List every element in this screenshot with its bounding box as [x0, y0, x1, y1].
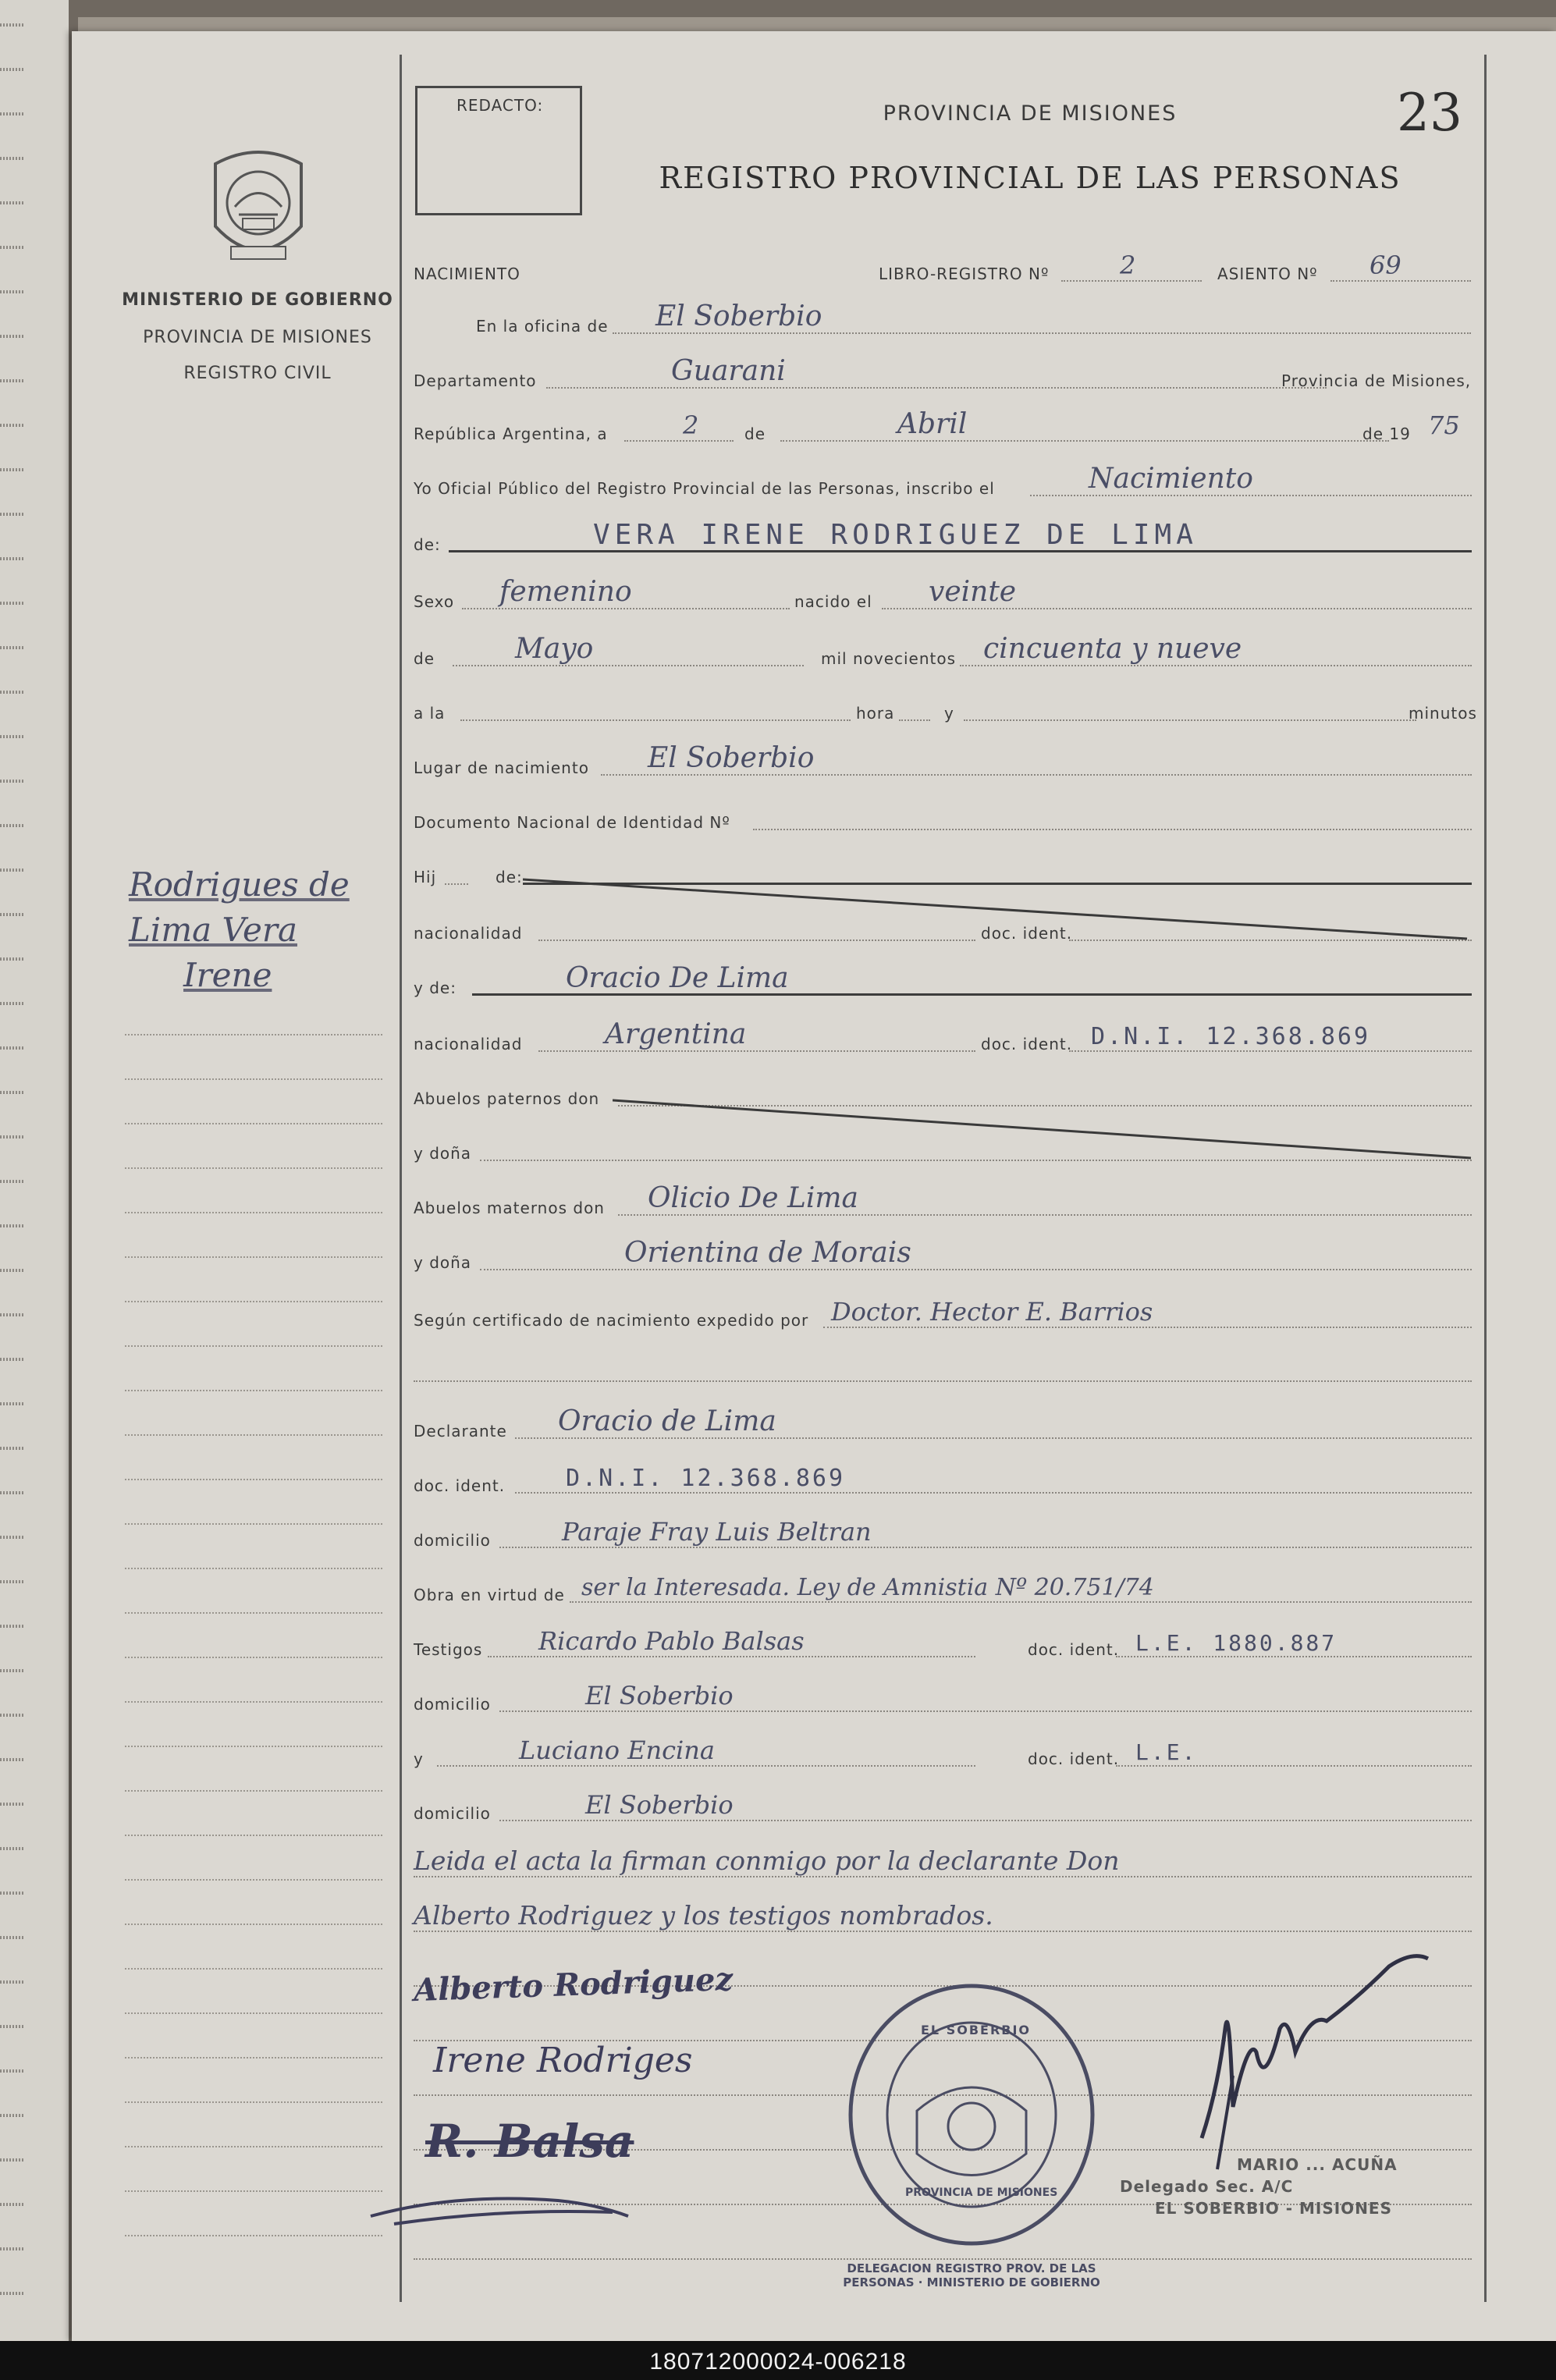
asiento-label: ASIENTO Nº — [1217, 265, 1318, 283]
hij-de-label: de: — [496, 868, 523, 886]
doc-madre-value: D.N.I. 12.368.869 — [1091, 1023, 1371, 1050]
row-domicilio-t1 — [414, 1681, 1472, 1715]
previous-page-rule — [0, 2158, 23, 2162]
minutos-label: minutos — [1409, 704, 1477, 723]
row-lugar — [414, 742, 1472, 779]
row-testigo-2 — [414, 1735, 1472, 1770]
asiento-value: 69 — [1369, 250, 1401, 280]
declarante-label: Declarante — [414, 1422, 507, 1440]
previous-page-rule — [0, 1046, 23, 1050]
nacionalidad-label: nacionalidad — [414, 924, 523, 943]
nota-line-1: Leida el acta la firman conmigo por la declarante Don — [414, 1845, 1120, 1876]
row-abuela-materna — [414, 1237, 1472, 1273]
departamento-label: Departamento — [414, 371, 537, 390]
row-nacionalidad-madre — [414, 1018, 1472, 1055]
previous-page-rule — [0, 335, 23, 338]
testigos-label: Testigos — [414, 1640, 483, 1659]
previous-page-rule — [0, 646, 23, 649]
oficina-value: El Soberbio — [655, 300, 822, 332]
previous-page-rule — [0, 68, 23, 71]
doc-t2-value: L.E. — [1135, 1739, 1198, 1765]
previous-page-rule — [0, 557, 23, 560]
previous-page-rule — [0, 824, 23, 827]
year-value: 75 — [1428, 410, 1460, 440]
previous-page-rule — [0, 201, 23, 204]
person-name-value: VERA IRENE RODRIGUEZ DE LIMA — [593, 519, 1198, 551]
previous-page-rule — [0, 735, 23, 738]
nacionalidad2-label: nacionalidad — [414, 1035, 523, 1053]
registry-title: REGISTRO PROVINCIAL DE LAS PERSONAS — [659, 161, 1401, 195]
row-testigo-1 — [414, 1626, 1472, 1661]
previous-page-rule — [0, 1491, 23, 1494]
previous-page-rule — [0, 513, 23, 516]
official-stamp-icon — [843, 1978, 1100, 2251]
lugar-value: El Soberbio — [648, 742, 815, 774]
provincial-crest-icon — [208, 148, 309, 267]
lugar-label: Lugar de nacimiento — [414, 758, 589, 777]
official-title: Delegado Sec. A/C — [1120, 2177, 1294, 2196]
y-dona-label: y doña — [414, 1144, 472, 1163]
row-inscribo — [414, 463, 1472, 499]
nota-line-2: Alberto Rodriguez y los testigos nombrados. — [414, 1900, 993, 1931]
segun-label: Según certificado de nacimiento expedido por — [414, 1311, 809, 1330]
previous-page-rule — [0, 1091, 23, 1094]
medico-value: Doctor. Hector E. Barrios — [831, 1297, 1153, 1327]
nacionalidad-madre-value: Argentina — [605, 1018, 747, 1050]
doc-ident-t2-label: doc. ident. — [1028, 1749, 1120, 1768]
domicilio-value: Paraje Fray Luis Beltran — [562, 1517, 872, 1547]
testigo2-value: Luciano Encina — [519, 1735, 715, 1765]
row-abuelos-maternos — [414, 1182, 1472, 1219]
doc-ident-label: doc. ident. — [981, 924, 1073, 943]
previous-page-rule — [0, 1180, 23, 1183]
previous-page-rule — [0, 1402, 23, 1405]
previous-page-rule — [0, 1714, 23, 1717]
previous-page-rule — [0, 957, 23, 961]
previous-page-rule — [0, 424, 23, 427]
row-departamento — [414, 355, 1472, 392]
stamp-ring-text: DELEGACION REGISTRO PROV. DE LAS PERSONAS · MINISTERIO DE GOBIERNO — [843, 2261, 1100, 2289]
previous-page-rule — [0, 290, 23, 293]
oficina-label: En la oficina de — [476, 317, 609, 336]
y-label: y — [944, 704, 954, 723]
frame-line-right — [1484, 55, 1487, 2302]
row-certificado — [414, 1297, 1472, 1331]
previous-page-rule — [0, 1803, 23, 1806]
provincia-suffix: Provincia de Misiones, — [1281, 371, 1472, 390]
ala-label: a la — [414, 704, 446, 723]
signature-balsa: R. Balsa — [425, 2115, 634, 2168]
previous-page-rule — [0, 913, 23, 916]
month-value: Abril — [897, 408, 968, 440]
departamento-value: Guarani — [671, 355, 786, 387]
doc-ident-t1-label: doc. ident. — [1028, 1640, 1120, 1659]
previous-page-rule — [0, 1536, 23, 1539]
signature-alberto: Alberto Rodriguez — [413, 1960, 734, 2009]
republica-label: República Argentina, a — [414, 424, 608, 443]
declarante-value: Oracio de Lima — [558, 1405, 776, 1437]
previous-page-rule — [0, 1847, 23, 1850]
previous-page-rule — [0, 2069, 23, 2073]
madre-value: Oracio De Lima — [566, 962, 789, 994]
obra-label: Obra en virtud de — [414, 1586, 565, 1604]
province-heading: PROVINCIA DE MISIONES — [143, 328, 372, 347]
de-label: de — [744, 424, 766, 443]
row-libro-asiento — [414, 250, 1472, 285]
previous-page-rule — [0, 1936, 23, 1939]
previous-page-rule — [0, 379, 23, 382]
day-value: 2 — [683, 410, 699, 440]
margin-note-line: Rodrigues de — [129, 865, 350, 904]
row-domicilio — [414, 1517, 1472, 1551]
row-oficina — [414, 300, 1472, 337]
abuela-materna-value: Orientina de Morais — [624, 1237, 911, 1269]
previous-page-edge — [0, 0, 69, 2341]
year-prefix: de 19 — [1362, 424, 1411, 443]
official-name: MARIO ... ACUÑA — [1237, 2155, 1398, 2174]
row-nota-2 — [414, 1900, 1472, 1935]
stamp-inner-text: EL SOBERBIO — [921, 2023, 1032, 2037]
margin-note-line: Irene — [183, 956, 272, 994]
stamp-bottom-text: PROVINCIA DE MISIONES — [905, 2186, 1058, 2199]
row-nombre — [414, 519, 1472, 556]
redacto-box — [415, 86, 582, 215]
domicilio-t1-value: El Soberbio — [585, 1681, 734, 1710]
y-dona2-label: y doña — [414, 1253, 472, 1272]
previous-page-rule — [0, 1002, 23, 1005]
doc-ident3-label: doc. ident. — [414, 1476, 506, 1495]
footer-bar — [0, 2341, 1556, 2380]
previous-page-rule — [0, 691, 23, 694]
row-fecha-inscripcion — [414, 408, 1472, 445]
ministry-heading: MINISTERIO DE GOBIERNO — [122, 290, 393, 310]
nacido-value: veinte — [929, 576, 1017, 608]
registry-heading: REGISTRO CIVIL — [183, 364, 332, 383]
libro-label: LIBRO-REGISTRO Nº — [879, 265, 1050, 283]
previous-page-rule — [0, 1135, 23, 1138]
doc-t1-value: L.E. 1880.887 — [1135, 1630, 1338, 1656]
row-madre — [414, 962, 1472, 999]
dni-label: Documento Nacional de Identidad Nº — [414, 813, 730, 832]
doc-ident2-label: doc. ident. — [981, 1035, 1073, 1053]
previous-page-rule — [0, 1358, 23, 1361]
previous-page-rule — [0, 1669, 23, 1672]
redacto-label: REDACTO: — [456, 96, 544, 115]
margin-note — [129, 862, 402, 998]
obra-value: ser la Interesada. Ley de Amnistia Nº 20.751/74 — [581, 1574, 1154, 1601]
mil-label: mil novecientos — [821, 649, 957, 668]
row-obra — [414, 1575, 1472, 1606]
previous-page-rule — [0, 468, 23, 471]
domicilio-t2-label: domicilio — [414, 1804, 491, 1823]
oficial-label: Yo Oficial Público del Registro Provincial de las Personas, inscribo el — [414, 479, 995, 498]
previous-page-rule — [0, 1980, 23, 1984]
previous-page-rule — [0, 1580, 23, 1583]
strike-line-padre — [523, 878, 1475, 940]
domicilio-label: domicilio — [414, 1531, 491, 1550]
row-domicilio-t2 — [414, 1790, 1472, 1824]
previous-page-rule — [0, 602, 23, 605]
previous-page-rule — [0, 1269, 23, 1272]
previous-page-rule — [0, 2025, 23, 2028]
previous-page-rule — [0, 246, 23, 249]
nacido-label: nacido el — [794, 592, 872, 611]
frame-line-left — [400, 55, 402, 2302]
de2-label: de — [414, 649, 435, 668]
previous-page-rule — [0, 1447, 23, 1450]
signature-flourish — [363, 2169, 644, 2232]
row-declarante-doc — [414, 1465, 1472, 1497]
book-top-edge — [78, 17, 1556, 33]
row-nota-1 — [414, 1845, 1472, 1881]
sexo-label: Sexo — [414, 592, 455, 611]
row-hora — [414, 693, 1477, 724]
previous-page-rule — [0, 2203, 23, 2206]
testigo1-value: Ricardo Pablo Balsas — [538, 1626, 805, 1656]
act-type-label: NACIMIENTO — [414, 265, 520, 283]
document-id: 180712000024-006218 — [649, 2349, 907, 2375]
domicilio-t1-label: domicilio — [414, 1695, 491, 1714]
previous-page-rule — [0, 157, 23, 160]
strike-line-abuelos — [613, 1099, 1479, 1161]
previous-page-rule — [0, 2292, 23, 2295]
previous-page-rule — [0, 2114, 23, 2117]
abuelos-mat-label: Abuelos maternos don — [414, 1199, 605, 1217]
margin-note-line: Lima Vera — [129, 911, 297, 949]
y-t-label: y — [414, 1749, 424, 1768]
previous-page-rule — [0, 2247, 23, 2250]
previous-page-rule — [0, 1625, 23, 1628]
previous-page-rule — [0, 1224, 23, 1227]
y-de-label: y de: — [414, 979, 456, 997]
province-title: PROVINCIA DE MISIONES — [883, 101, 1178, 126]
row-fecha-nacimiento — [414, 633, 1472, 670]
folio-number: 23 — [1397, 83, 1462, 143]
row-certificado-cont — [414, 1354, 1472, 1385]
hij-label: Hij — [414, 868, 437, 886]
de-person-label: de: — [414, 535, 441, 554]
row-declarante — [414, 1405, 1472, 1442]
official-place: EL SOBERBIO - MISIONES — [1155, 2199, 1392, 2218]
previous-page-rule — [0, 780, 23, 783]
row-dni — [414, 802, 1472, 833]
previous-page-rule — [0, 112, 23, 115]
previous-page-rule — [0, 869, 23, 872]
signature-irene: Irene Rodriges — [433, 2041, 693, 2080]
hora-label: hora — [856, 704, 895, 723]
official-signature — [1171, 1935, 1483, 2185]
domicilio-t2-value: El Soberbio — [585, 1790, 734, 1820]
libro-value: 2 — [1120, 250, 1136, 280]
birth-year-value: cincuenta y nueve — [983, 633, 1242, 665]
inscribo-value: Nacimiento — [1089, 463, 1253, 495]
doc-declarante-value: D.N.I. 12.368.869 — [566, 1465, 846, 1492]
birth-month-value: Mayo — [515, 633, 594, 665]
abuelos-pat-label: Abuelos paternos don — [414, 1089, 600, 1108]
previous-page-rule — [0, 1758, 23, 1761]
previous-page-rule — [0, 1892, 23, 1895]
abuelo-materno-value: Olicio De Lima — [648, 1182, 858, 1214]
previous-page-rule — [0, 23, 23, 27]
previous-page-rule — [0, 1313, 23, 1316]
row-sexo — [414, 576, 1472, 613]
sexo-value: femenino — [499, 576, 632, 608]
